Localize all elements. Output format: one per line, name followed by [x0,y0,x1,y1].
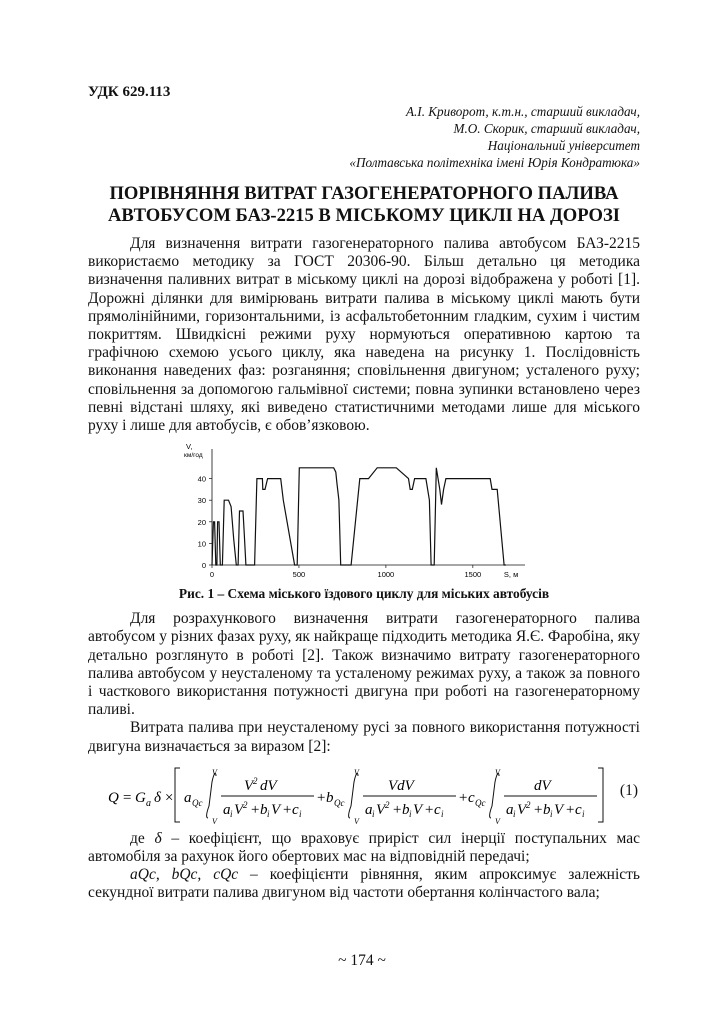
speed-series-line [212,468,506,565]
svg-text:i: i [441,808,444,819]
y-tick-label: 0 [201,561,206,571]
svg-text:a: a [506,801,514,818]
y-tick-label: 20 [197,518,206,528]
figure-1 [88,443,640,585]
paragraph [88,866,640,902]
svg-text:dV: dV [260,777,277,794]
figure-caption: Рис. 1 – Схема міського їздового циклу для міських автобусів [178,586,550,602]
svg-text:i: i [230,808,233,819]
author-line: М.О. Скорик, старший викладач, [453,121,640,136]
svg-text:V: V [413,801,423,818]
svg-text:Qc: Qc [334,797,345,808]
svg-text:i: i [409,808,412,819]
page-number: ~ 174 ~ [338,952,386,969]
svg-text:i: i [550,808,553,819]
svg-text:a: a [365,801,373,818]
svg-text:V: V [495,767,500,777]
svg-text:δ: δ [154,789,161,806]
paragraph: Витрата палива при неусталеному русі за повного використання потужності двигуна визначається за виразом [2]: [88,719,640,755]
udk-code: УДК 629.113 [88,84,171,100]
page-content [88,84,640,903]
svg-text:V: V [244,777,254,794]
svg-text:Q: Q [108,789,119,806]
fuel-consumption-formula [88,762,608,828]
author-line: А.І. Криворот, к.т.н., старший викладач, [405,104,640,119]
svg-text:V: V [354,816,359,826]
svg-text:VdV: VdV [388,777,414,794]
svg-text:V: V [554,801,564,818]
svg-text:+: + [533,801,544,818]
svg-text:+: + [392,801,403,818]
x-tick-label: 1500 [464,570,482,580]
x-tick-label: 1000 [377,570,395,580]
svg-text:+: + [565,801,576,818]
svg-text:i: i [582,808,585,819]
svg-text:2: 2 [243,799,248,810]
driving-cycle-chart [180,443,550,585]
svg-text:b: b [402,801,410,818]
svg-text:+: + [282,801,293,818]
svg-text:b: b [260,801,268,818]
y-axis-label: V, [186,443,193,452]
svg-text:V: V [517,801,527,818]
x-axis-label: S, м [503,570,519,580]
svg-text:i: i [299,808,302,819]
svg-text:+: + [316,789,327,806]
paragraph: Для розрахункового визначення витрати газогенераторного палива автобусом у різних фазах руху, як найкраще підходить методика Я.Є. Фаробіна, яку детально розглянуто в роботі [2]. Також визначимо витрату газогенераторного палива автобусом у неусталеному та усталеному режимах руху, а також за повного і часткового використання потужності двигуна при роботі на газогенераторному паливі. [88,610,640,719]
svg-text:Qc: Qc [192,797,203,808]
delta-symbol: δ [154,829,162,847]
title-line: АВТОБУСОМ БАЗ-2215 В МІСЬКОМУ ЦИКЛІ НА ДОРОЗІ [107,205,621,226]
svg-text:V: V [234,801,244,818]
y-tick-label: 30 [197,496,206,506]
svg-text:b: b [543,801,551,818]
svg-text:i: i [267,808,270,819]
svg-text:b: b [326,789,334,806]
svg-text:G: G [135,789,146,806]
svg-text:dV: dV [534,777,551,794]
text-run: – коефіцієнти рівняння, яким апроксимує залежність секундної витрати палива двигуном від частоти обертання колінчастого вала; [88,866,640,902]
y-axis-unit: км/год [184,452,203,460]
svg-text:V: V [354,767,359,777]
paragraph [88,830,640,866]
paragraph: Для визначення витрати газогенераторного палива автобусом БАЗ-2215 використаємо методику за ГОСТ 20306-90. Більш детально ця методика визначення паливних витрат в міському циклі на дорозі відображена у роботі [1]. Дорожні ділянки для вимірювань витрати палива в міському циклі мають бути прямолінійними, горизонтальними, із асфальтобетонним гладким, сухим і чистим покриттям. Швидкісні режими руху нормуються оперативною картою та графічною схемою усього циклу, яка наведена на рисунку 1. Послідовність виконання наведених фаз: розганяння; сповільнення двигуном; усталеного руху; сповільнення за допомогою гальмівної системи; повна зупинки встановлено через певні відстані шляху, які виведено статистичними методами лише для міського руху і лише для автобусів, є обов’язковою. [88,235,640,435]
svg-text:2: 2 [385,799,390,810]
affiliation-line: Національний університет [487,138,640,153]
svg-text:c: c [434,801,441,818]
svg-text:+: + [250,801,261,818]
svg-text:+: + [458,789,469,806]
x-tick-label: 0 [209,570,215,580]
svg-text:c: c [468,789,475,806]
formula-1 [88,762,640,828]
y-tick-label: 10 [197,539,206,549]
text-run: – коефіцієнт, що враховує приріст сил інерції поступальних мас автомобіля за рахунок його обертових мас на відповідній передачі; [88,829,640,866]
authors-block [88,103,640,171]
svg-text:c: c [292,801,299,818]
formula-number: (1) [619,781,638,799]
svg-text:c: c [575,801,582,818]
svg-text:=: = [122,789,133,806]
svg-text:V: V [271,801,281,818]
svg-text:V: V [376,801,386,818]
svg-text:a: a [146,797,151,809]
svg-text:V: V [212,816,217,826]
svg-text:V: V [495,816,500,826]
svg-text:a: a [184,789,192,806]
text-run: де [130,829,155,847]
paper-title [88,183,640,227]
y-tick-label: 40 [197,474,206,484]
svg-text:×: × [164,789,175,806]
svg-text:a: a [223,801,231,818]
svg-text:2: 2 [253,775,258,786]
svg-text:Qc: Qc [475,797,486,808]
svg-text:2: 2 [526,799,531,810]
svg-text:V: V [212,767,217,777]
svg-text:i: i [513,808,516,819]
svg-text:i: i [372,808,375,819]
coefficient-symbols: aQc, bQc, cQc [130,866,239,884]
x-tick-label: 500 [292,570,306,580]
svg-text:+: + [424,801,435,818]
affiliation-line: «Полтавська політехніка імені Юрія Кондратюка» [349,155,640,170]
title-line: ПОРІВНЯННЯ ВИТРАТ ГАЗОГЕНЕРАТОРНОГО ПАЛИВА [109,183,619,204]
